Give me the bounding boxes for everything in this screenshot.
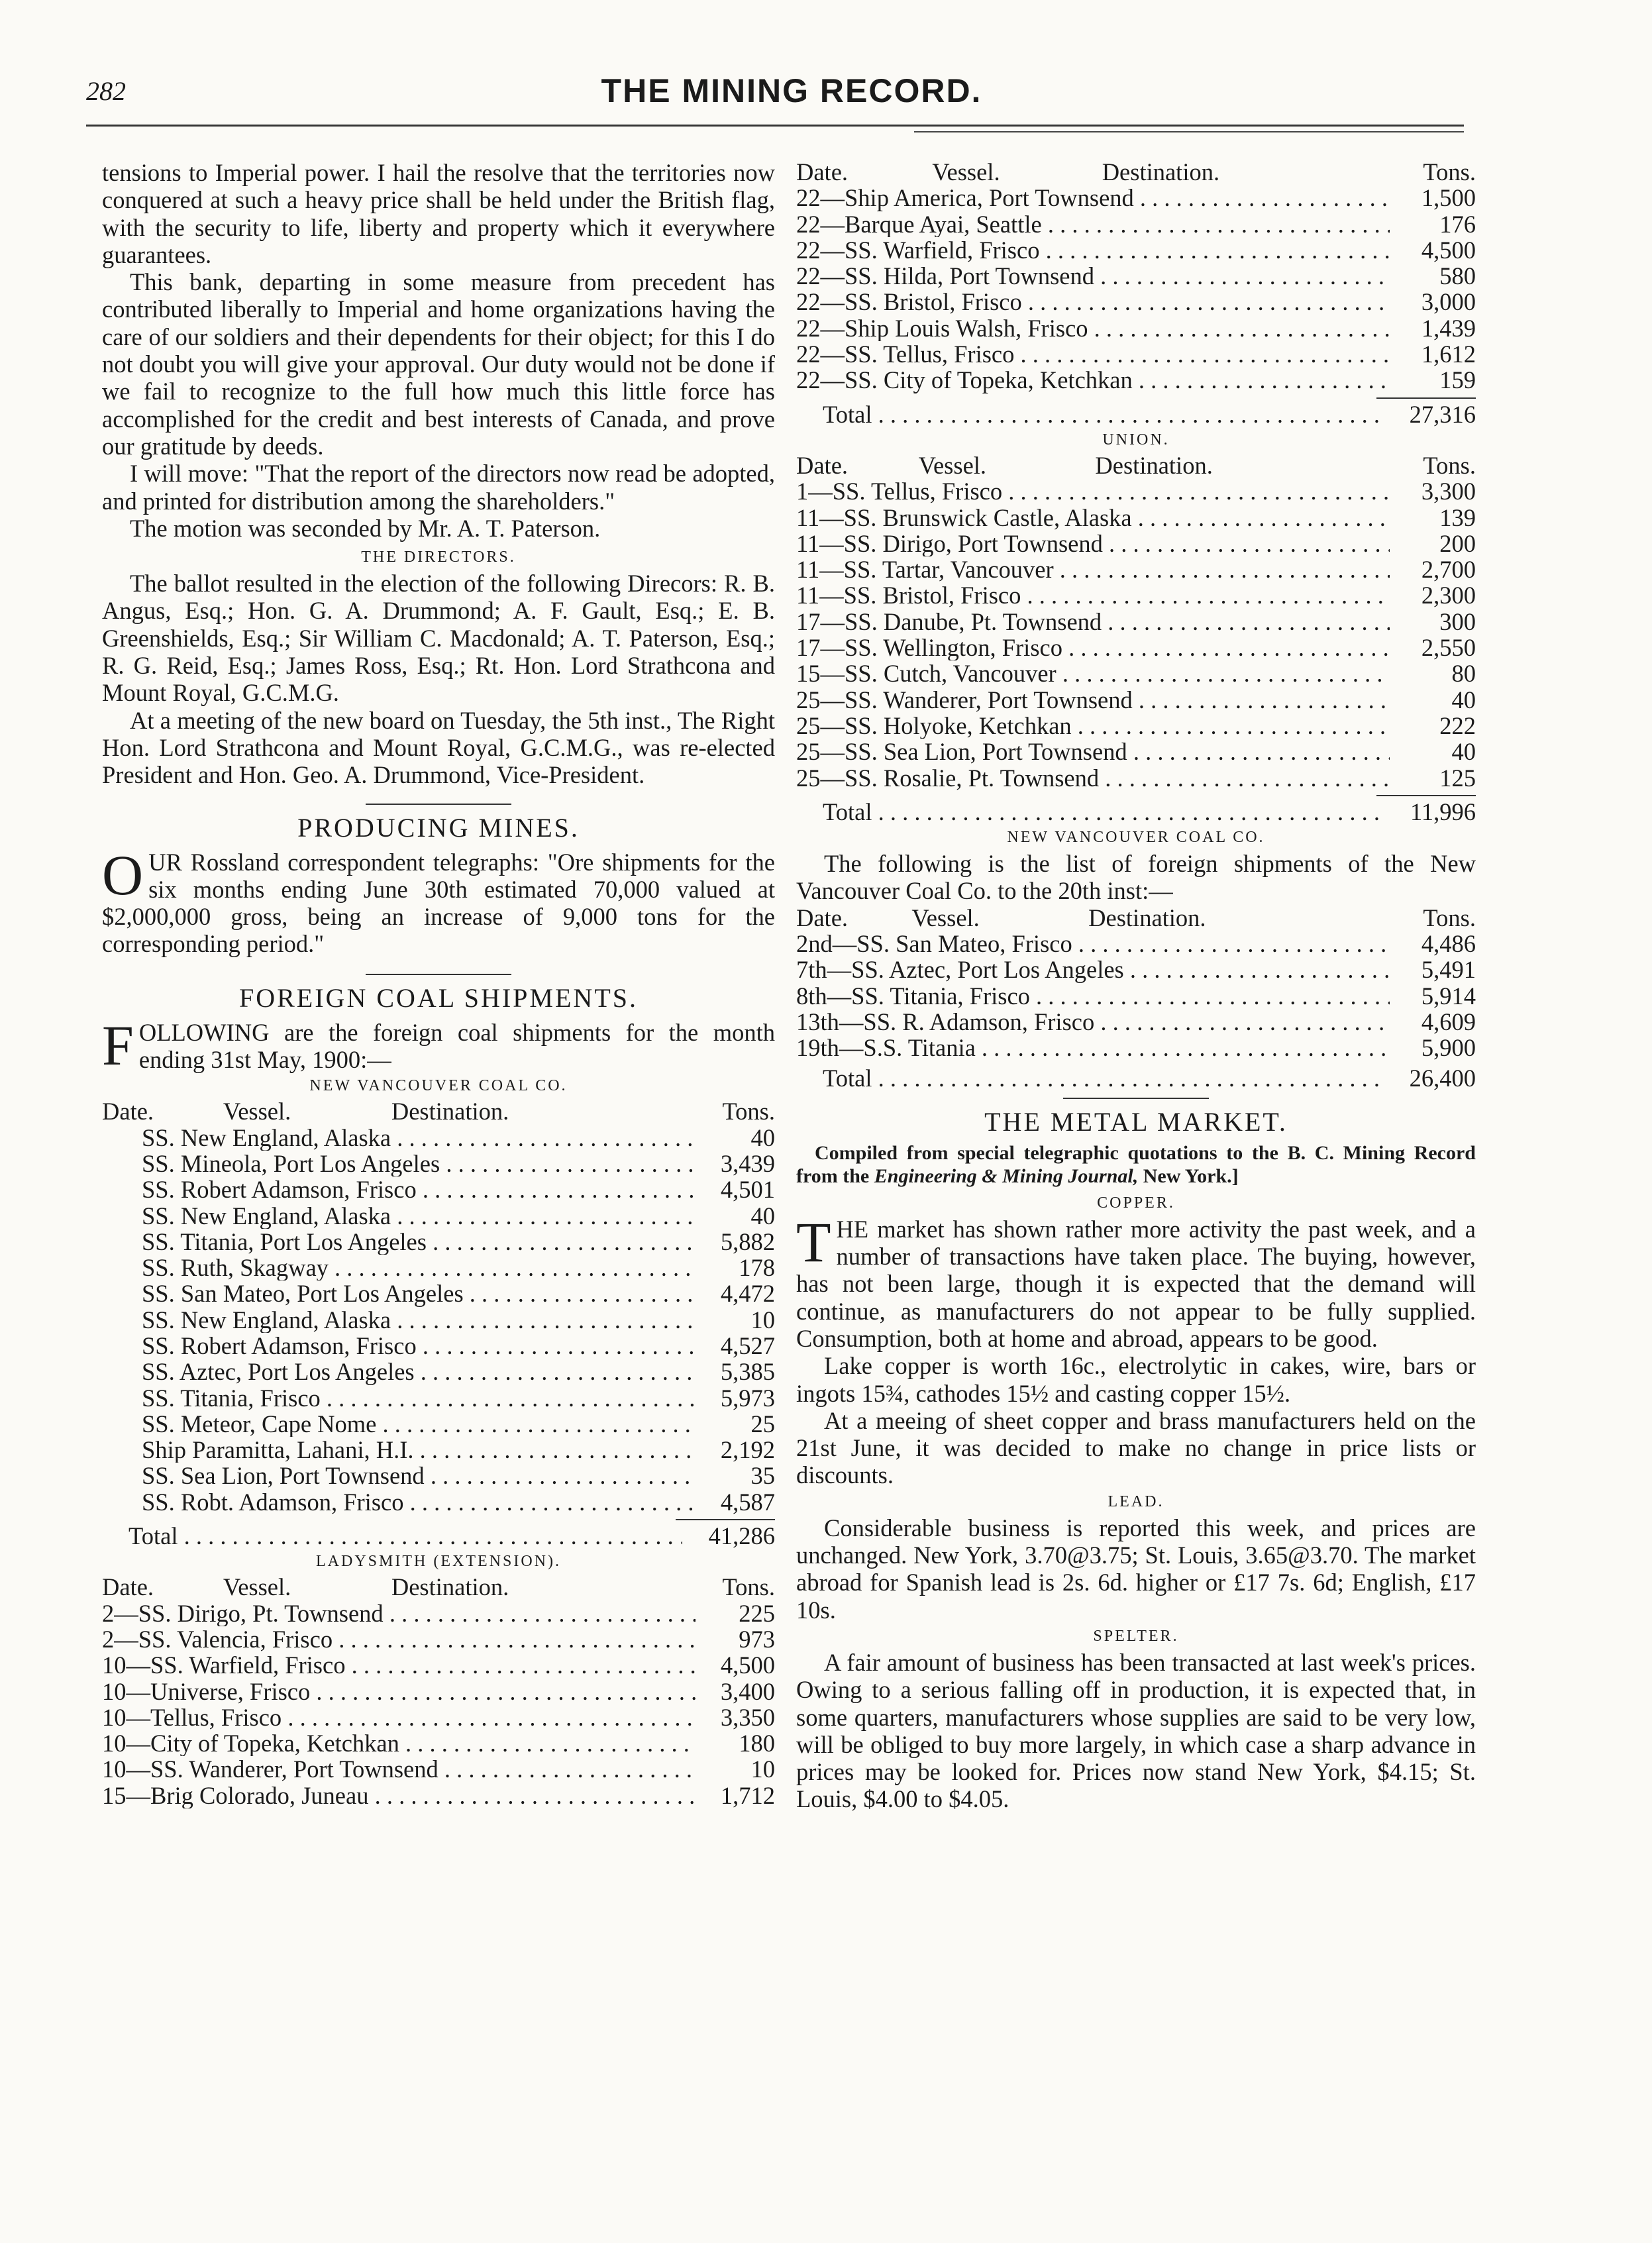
vessel-destination: SS. Sea Lion, Port Townsend . . . [142,1463,696,1488]
tons: 40 [1451,686,1476,713]
drop-cap: F [102,1013,134,1077]
vessel-destination: Ship Paramitta, Lahani, H.I. . . . [142,1437,696,1463]
header-vessel: Vessel. [223,1573,291,1601]
nvcc2-intro: The following is the list of foreign shipments of the New Vancouver Coal Co. to the 20th inst:— [796,850,1476,905]
tons: 10 [750,1306,775,1333]
vessel-destination: 22—SS. Warfield, Frisco . . . [796,237,1390,263]
tons: 5,973 [720,1384,775,1412]
vessel-destination: 11—SS. Tartar, Vancouver . . . [796,556,1390,582]
shipment-row [796,1009,1476,1035]
copper-paragraph: At a meeing of sheet copper and brass manufacturers held on the 21st June, it was decided to make no change in price lists or discounts. [796,1406,1476,1489]
shipment-row [796,931,1476,957]
header-destination: Destination. [1095,451,1213,479]
shipment-row [102,1679,775,1704]
tons: 3,439 [720,1149,775,1177]
tons: 25 [750,1410,775,1437]
vessel-destination: 2nd—SS. San Mateo, Frisco . . . [796,931,1390,957]
section-rule [366,804,511,805]
row-spacer [102,1255,142,1280]
shipment-row [796,713,1476,739]
nvcc2-total-row [796,1065,1476,1091]
header-destination: Destination. [1088,904,1206,931]
shipment-row [796,739,1476,764]
shipment-row [102,1176,775,1202]
tons: 2,300 [1421,582,1476,609]
shipment-row [796,211,1476,237]
shipment-row [102,1704,775,1730]
shipment-row [102,1333,775,1359]
shipment-row [796,957,1476,982]
nvcc-total: 41,286 [708,1522,775,1550]
header-tons: Tons. [722,1573,775,1601]
tons: 5,900 [1421,1034,1476,1062]
total-label: Total . . . [823,401,1383,427]
header-date: Date. [102,1573,154,1601]
producing-mines-paragraph: OUR Rossland correspondent telegraphs: "Ore shipments for the six months ending June 30th estimated 70,000 valued at $2,000,000 gross, being an increase of 9,000 tons for the corresponding period." [102,843,775,958]
shipment-row [102,1411,775,1437]
shipment-row [102,1125,775,1151]
row-spacer [102,1307,142,1333]
tons: 5,491 [1421,956,1476,984]
vessel-destination: 10—Tellus, Frisco . . . [102,1704,696,1730]
shipment-row [102,1203,775,1229]
shipment-row [102,1255,775,1280]
lead-paragraph: Considerable business is reported this week, and prices are unchanged. New York, 3.70@3.75; St. Louis, 3.65@3.70. The market abroad for Spanish lead is 2s. 6d. higher or £17 7s. 6d; English, £17 10s. [796,1514,1476,1624]
column-headers [796,159,1476,185]
shipment-row [102,1626,775,1652]
foreign-coal-intro: FOLLOWING are the foreign coal shipments for the month ending 31st May, 1900:— [102,1013,775,1077]
vessel-destination: 22—SS. Hilda, Port Townsend . . . [796,263,1390,289]
tons: 3,400 [720,1677,775,1705]
tons: 176 [1439,210,1476,238]
tons: 3,000 [1421,288,1476,316]
union-shipments-table [796,478,1476,791]
shipment-row [102,1359,775,1384]
tons: 4,472 [720,1280,775,1308]
vessel-destination: 15—Brig Colorado, Juneau . . . [102,1783,696,1808]
tons: 4,527 [720,1331,775,1359]
header-destination: Destination. [1102,158,1220,185]
vessel-destination: 19th—S.S. Titania . . . [796,1035,1390,1061]
header-date: Date. [102,1098,154,1125]
total-label: Total . . . [823,1065,1383,1091]
vessel-destination: 25—SS. Wanderer, Port Townsend . . . [796,687,1390,713]
shipment-row [796,478,1476,504]
tons: 4,486 [1421,930,1476,958]
shipment-row [796,660,1476,686]
shipment-row [796,237,1476,263]
tons: 40 [1451,738,1476,766]
vessel-destination: 2—SS. Valencia, Frisco . . . [102,1626,696,1652]
shipment-row [102,1385,775,1411]
header-date: Date. [796,158,849,185]
tons: 4,501 [720,1176,775,1204]
page-header [86,72,1497,111]
shipment-row [796,635,1476,660]
directors-paragraph: At a meeting of the new board on Tuesday, the 5th inst., The Right Hon. Lord Strathcona and Mount Royal, G.C.M.G., was re-elected President and Hon. Geo. A. Drummond, Vice-President. [102,706,775,789]
tons: 80 [1451,660,1476,688]
shipment-row [102,1756,775,1782]
shipment-row [796,341,1476,367]
header-tons: Tons. [1423,158,1476,185]
shipment-row [796,1035,1476,1061]
vessel-destination: SS. Robert Adamson, Frisco . . . [142,1176,696,1202]
tons: 200 [1439,529,1476,557]
vessel-destination: SS. New England, Alaska . . . [142,1203,696,1229]
lead-heading: LEAD. [1108,1492,1164,1510]
tons: 2,700 [1421,556,1476,584]
vessel-destination: SS. New England, Alaska . . . [142,1125,696,1151]
section-rule [1063,1098,1209,1099]
tons: 40 [750,1123,775,1151]
metal-market-heading: THE METAL MARKET. [984,1106,1288,1137]
tons: 5,385 [720,1358,775,1386]
shipment-row [796,609,1476,635]
shipment-row [796,263,1476,289]
shipment-row [102,1730,775,1756]
vessel-destination: SS. Titania, Port Los Angeles . . . [142,1229,696,1255]
total-rule [676,1519,775,1520]
shipment-row [102,1783,775,1808]
tons: 2,192 [720,1436,775,1464]
shipment-row [102,1600,775,1626]
union-total-row [796,799,1476,825]
vessel-destination: SS. Aztec, Port Los Angeles . . . [142,1359,696,1384]
header-vessel: Vessel. [911,904,980,931]
copper-heading: COPPER. [1097,1194,1175,1212]
drop-cap: T [796,1210,831,1274]
shipment-row [102,1307,775,1333]
tons: 4,500 [720,1651,775,1679]
tons: 35 [750,1462,775,1490]
journal-title: THE MINING RECORD. [601,72,982,109]
spelter-paragraph: A fair amount of business has been transacted at last week's prices. Owing to a serious falling off in production, it is expected that, in some quarters, manufacturers whose supplies are said to be very low, will be obliged to buy more largely, in which case a sharp advance in prices may be looked for. Prices now stand New York, $4.15; St. Louis, $4.00 to $4.05. [796,1648,1476,1813]
tons: 4,500 [1421,236,1476,264]
vessel-destination: 22—SS. City of Topeka, Ketchkan . . . [796,367,1390,393]
total-rule [1376,397,1476,399]
ladysmith-heading: LADYSMITH (EXTENSION). [316,1553,561,1571]
header-vessel: Vessel. [932,158,1000,185]
row-spacer [102,1229,142,1255]
header-date: Date. [796,451,849,479]
directors-heading: THE DIRECTORS. [361,548,516,566]
vessel-destination: 25—SS. Rosalie, Pt. Townsend . . . [796,765,1390,791]
shipment-row [796,505,1476,531]
shipment-row [102,1463,775,1488]
header-tons: Tons. [1423,904,1476,931]
shipment-row [796,289,1476,315]
tons: 1,439 [1421,314,1476,342]
header-rule [86,125,1464,127]
vessel-destination: 13th—SS. R. Adamson, Frisco . . . [796,1009,1390,1035]
row-spacer [102,1359,142,1384]
header-rule-secondary [914,131,1464,132]
header-tons: Tons. [722,1098,775,1125]
row-spacer [102,1385,142,1411]
tons: 580 [1439,262,1476,290]
intro-paragraph: I will move: "That the report of the directors now read be adopted, and printed for distribution among the shareholders." [102,460,775,515]
vessel-destination: 10—SS. Warfield, Frisco . . . [102,1652,696,1678]
vessel-destination: SS. Robert Adamson, Frisco . . . [142,1333,696,1359]
shipment-row [102,1229,775,1255]
column-headers [796,905,1476,931]
shipment-row [796,531,1476,556]
tons: 2,550 [1421,634,1476,662]
vessel-destination: 8th—SS. Titania, Frisco . . . [796,983,1390,1009]
copper-paragraph: THE market has shown rather more activity the past week, and a number of transactions have taken place. The buying, however, has not been large, though it is expected that the demand will continue, as manufacturers do not appear to be fully supplied. Consumption, both at home and abroad, appears to be good. [796,1210,1476,1352]
foreign-coal-heading: FOREIGN COAL SHIPMENTS. [238,982,638,1013]
tons: 4,609 [1421,1008,1476,1035]
header-destination: Destination. [391,1573,509,1601]
row-spacer [102,1125,142,1151]
vessel-destination: SS. Titania, Frisco . . . [142,1385,696,1411]
tons: 125 [1439,764,1476,792]
vessel-destination: 11—SS. Bristol, Frisco . . . [796,582,1390,608]
total-label: Total . . . [823,799,1383,825]
vessel-destination: SS. Robt. Adamson, Frisco . . . [142,1489,696,1515]
tons: 159 [1439,366,1476,394]
tons: 10 [750,1755,775,1783]
nvcc-total-row [102,1523,775,1549]
shipment-row [796,765,1476,791]
vessel-destination: 22—SS. Tellus, Frisco . . . [796,341,1390,367]
nvcc-shipments-table [102,1125,775,1515]
tons: 1,612 [1421,340,1476,368]
metal-market-intro: Compiled from special telegraphic quotations to the B. C. Mining Record from the Engineering & Mining Journal, New York.] [796,1141,1476,1187]
tons: 180 [739,1730,775,1757]
vessel-destination: SS. San Mateo, Port Los Angeles . . . [142,1280,696,1306]
intro-paragraph: tensions to Imperial power. I hail the resolve that the territories now conquered at such a heavy price shall be held under the British flag, with the security to life, liberty and property which it everywhere guarantees. [102,159,775,268]
intro-paragraph: This bank, departing in some measure from precedent has contributed liberally to Imperial and home organizations having the care of our soldiers and their dependents for their object; for this I do not doubt you will give your approval. Our duty would not be done if we fail to recognize to the full how much this little force has accomplished for the credit and best interests of Canada, and prove our gratitude by deeds. [102,268,775,460]
column-headers [796,452,1476,478]
vessel-destination: 22—Ship Louis Walsh, Frisco . . . [796,315,1390,341]
tons: 300 [1439,607,1476,635]
vessel-destination: 11—SS. Brunswick Castle, Alaska . . . [796,505,1390,531]
section-rule [366,974,511,975]
ladysmith-total: 27,316 [1409,400,1476,428]
row-spacer [102,1489,142,1515]
producing-mines-heading: PRODUCING MINES. [297,812,580,843]
tons: 5,914 [1421,982,1476,1010]
column-headers [102,1098,775,1124]
shipment-row [102,1151,775,1176]
row-spacer [102,1280,142,1306]
shipment-row [796,687,1476,713]
header-destination: Destination. [391,1098,509,1125]
vessel-destination: 2—SS. Dirigo, Pt. Townsend . . . [102,1600,696,1626]
nvcc2-heading: NEW VANCOUVER COAL CO. [1007,829,1265,847]
row-spacer [102,1411,142,1437]
vessel-destination: 17—SS. Wellington, Frisco . . . [796,635,1390,660]
copper-paragraph: Lake copper is worth 16c., electrolytic in cakes, wire, bars or ingots 15¾, cathodes 15½ and casting copper 15½. [796,1352,1476,1407]
left-column [102,159,775,1808]
vessel-destination: 17—SS. Danube, Pt. Townsend . . . [796,609,1390,635]
row-spacer [102,1333,142,1359]
union-total: 11,996 [1410,798,1476,825]
right-column [796,159,1476,1813]
shipment-row [102,1437,775,1463]
intro-paragraph: The motion was seconded by Mr. A. T. Paterson. [130,514,601,542]
vessel-destination: 10—Universe, Frisco . . . [102,1679,696,1704]
vessel-destination: 15—SS. Cutch, Vancouver . . . [796,660,1390,686]
row-spacer [102,1176,142,1202]
vessel-destination: 7th—SS. Aztec, Port Los Angeles . . . [796,957,1390,982]
ladysmith-total-row [796,401,1476,427]
page-number: 282 [86,76,126,106]
ladysmith-continued-table [796,185,1476,393]
nvcc2-shipments-table [796,931,1476,1061]
tons: 222 [1439,711,1476,739]
tons: 3,300 [1421,478,1476,505]
tons: 225 [739,1599,775,1627]
vessel-destination: SS. Meteor, Cape Nome . . . [142,1411,696,1437]
nvcc-heading: NEW VANCOUVER COAL CO. [309,1077,568,1095]
drop-cap: O [102,843,144,907]
tons: 3,350 [720,1703,775,1731]
column-headers [102,1574,775,1600]
shipment-row [796,556,1476,582]
row-spacer [102,1437,142,1463]
vessel-destination: 22—SS. Bristol, Frisco . . . [796,289,1390,315]
header-tons: Tons. [1423,451,1476,479]
header-vessel: Vessel. [223,1098,291,1125]
nvcc2-total: 26,400 [1409,1064,1476,1092]
spelter-heading: SPELTER. [1093,1627,1179,1645]
tons: 178 [739,1254,775,1282]
shipment-row [796,983,1476,1009]
tons: 1,500 [1421,184,1476,212]
row-spacer [102,1151,142,1176]
header-date: Date. [796,904,849,931]
shipment-row [796,185,1476,211]
header-vessel: Vessel. [918,451,987,479]
shipment-row [102,1280,775,1306]
shipment-row [102,1652,775,1678]
total-rule [1376,795,1476,796]
total-label: Total . . . [129,1523,682,1549]
shipment-row [796,367,1476,393]
tons: 5,882 [720,1227,775,1255]
vessel-destination: 25—SS. Sea Lion, Port Townsend . . . [796,739,1390,764]
vessel-destination: 1—SS. Tellus, Frisco . . . [796,478,1390,504]
vessel-destination: 25—SS. Holyoke, Ketchkan . . . [796,713,1390,739]
vessel-destination: SS. Ruth, Skagway . . . [142,1255,696,1280]
vessel-destination: SS. Mineola, Port Los Angeles . . . [142,1151,696,1176]
shipment-row [796,315,1476,341]
shipment-row [102,1489,775,1515]
tons: 1,712 [720,1781,775,1809]
shipment-row [796,582,1476,608]
directors-paragraph: The ballot resulted in the election of the following Direcors: R. B. Angus, Esq.; Hon. G. A. Drummond; A. F. Gault, Esq.; E. B. Greenshields, Esq.; Sir William C. Macdonald; A. T. Paterson, Esq.; R. G. Reid, Esq.; James Ross, Esq.; Rt. Hon. Lord Strathcona and Mount Royal, G.C.M.G. [102,570,775,707]
union-heading: UNION. [1102,431,1170,448]
row-spacer [102,1203,142,1229]
tons: 40 [750,1202,775,1229]
vessel-destination: 10—City of Topeka, Ketchkan . . . [102,1730,696,1756]
tons: 973 [739,1625,775,1653]
vessel-destination: 10—SS. Wanderer, Port Townsend . . . [102,1756,696,1782]
vessel-destination: 11—SS. Dirigo, Port Townsend . . . [796,531,1390,556]
vessel-destination: 22—Ship America, Port Townsend . . . [796,185,1390,211]
ladysmith-shipments-table [102,1600,775,1808]
vessel-destination: 22—Barque Ayai, Seattle . . . [796,211,1390,237]
tons: 139 [1439,503,1476,531]
vessel-destination: SS. New England, Alaska . . . [142,1307,696,1333]
tons: 4,587 [720,1488,775,1516]
row-spacer [102,1463,142,1488]
